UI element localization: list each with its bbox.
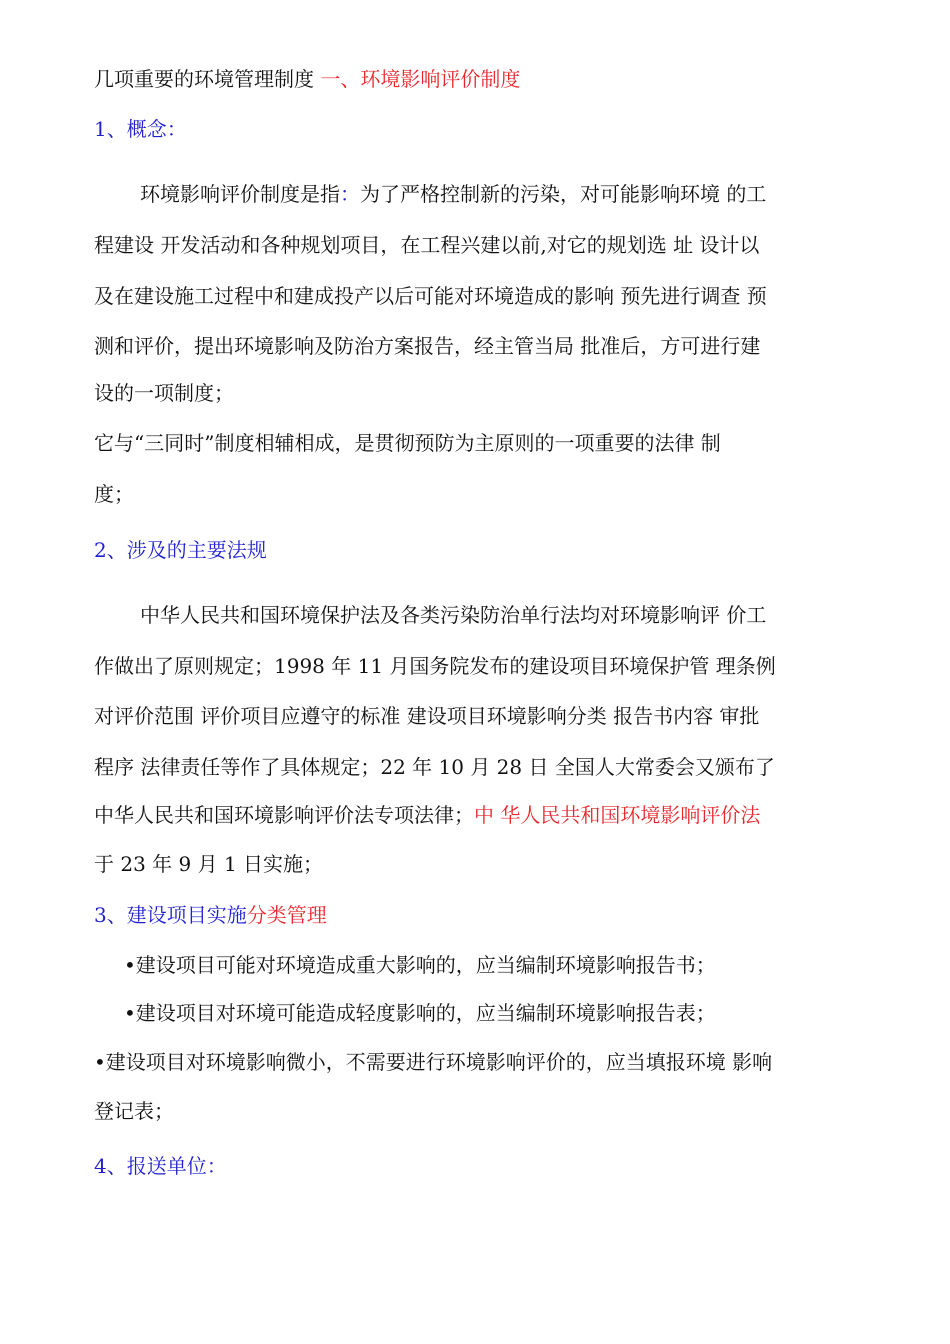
definition-rest: 为了严格控制新的污染，对可能影响环境 的工 [360, 182, 767, 206]
bullet-item: •建设项目对环境可能造成轻度影响的，应当编制环境影响报告表； [124, 1001, 716, 1025]
section-2-para-line: 中华人民共和国环境保护法及各类污染防治单行法均对环境影响评 价工 [140, 603, 767, 627]
bullet-item: •建设项目对环境影响微小，不需要进行环境影响评价的，应当填报环境 影响 [94, 1050, 773, 1074]
definition-colon: ： [340, 182, 360, 206]
section-4-heading: 4、报送单位： [94, 1154, 227, 1178]
section-1-heading: 1、概念： [94, 117, 187, 141]
section-2-para-line: 对评价范围 评价项目应遵守的标准 建设项目环境影响分类 报告书内容 审批 [94, 704, 760, 728]
section-1-para-1-line-1 [140, 181, 864, 207]
section-1-para-1-line: 程建设 开发活动和各种规划项目，在工程兴建以前,对它的规划选 址 设计以 [94, 233, 760, 257]
law-name-highlight: 中 华人民共和国环境影响评价法 [474, 803, 761, 827]
section-3-heading-red: 分类管理 [246, 903, 327, 927]
section-1-para-2-line: 它与“三同时”制度相辅相成，是贯彻预防为主原则的一项重要的法律 制 [94, 431, 721, 455]
section-1-para-1-line: 及在建设施工过程中和建成投产以后可能对环境造成的影响 预先进行调查 预 [94, 284, 767, 308]
section-2-para-line: 程序 法律责任等作了具体规定；22 年 10 月 28 日 全国人大常委会又颁布了 [94, 755, 775, 779]
section-2-para-line: 于 23 年 9 月 1 日实施； [94, 852, 324, 876]
section-3-heading-blue: 3、建设项目实施 [94, 903, 247, 927]
title-highlight: 一、环境影响评价制度 [320, 67, 521, 91]
section-2-para-line: 作做出了原则规定；1998 年 11 月国务院发布的建设项目环境保护管 理条例 [94, 654, 776, 678]
section-3-heading [94, 902, 864, 928]
definition-lead: 环境影响评价制度是指 [140, 182, 340, 206]
section-1-para-2-line: 度； [94, 482, 134, 506]
section-1-para-1-line: 设的一项制度； [94, 381, 234, 405]
document-title [94, 66, 864, 92]
section-1-para-1-line: 测和评价，提出环境影响及防治方案报告，经主管当局 批准后，方可进行建 [94, 334, 761, 358]
bullet-item-continuation: 登记表； [94, 1099, 174, 1123]
bullet-item: •建设项目可能对环境造成重大影响的，应当编制环境影响报告书； [124, 953, 716, 977]
section-2-para-line [94, 802, 864, 828]
law-text: 中华人民共和国环境影响评价法专项法律； [94, 803, 474, 827]
section-2-heading: 2、涉及的主要法规 [94, 538, 267, 562]
title-prefix: 几项重要的环境管理制度 [94, 67, 314, 91]
